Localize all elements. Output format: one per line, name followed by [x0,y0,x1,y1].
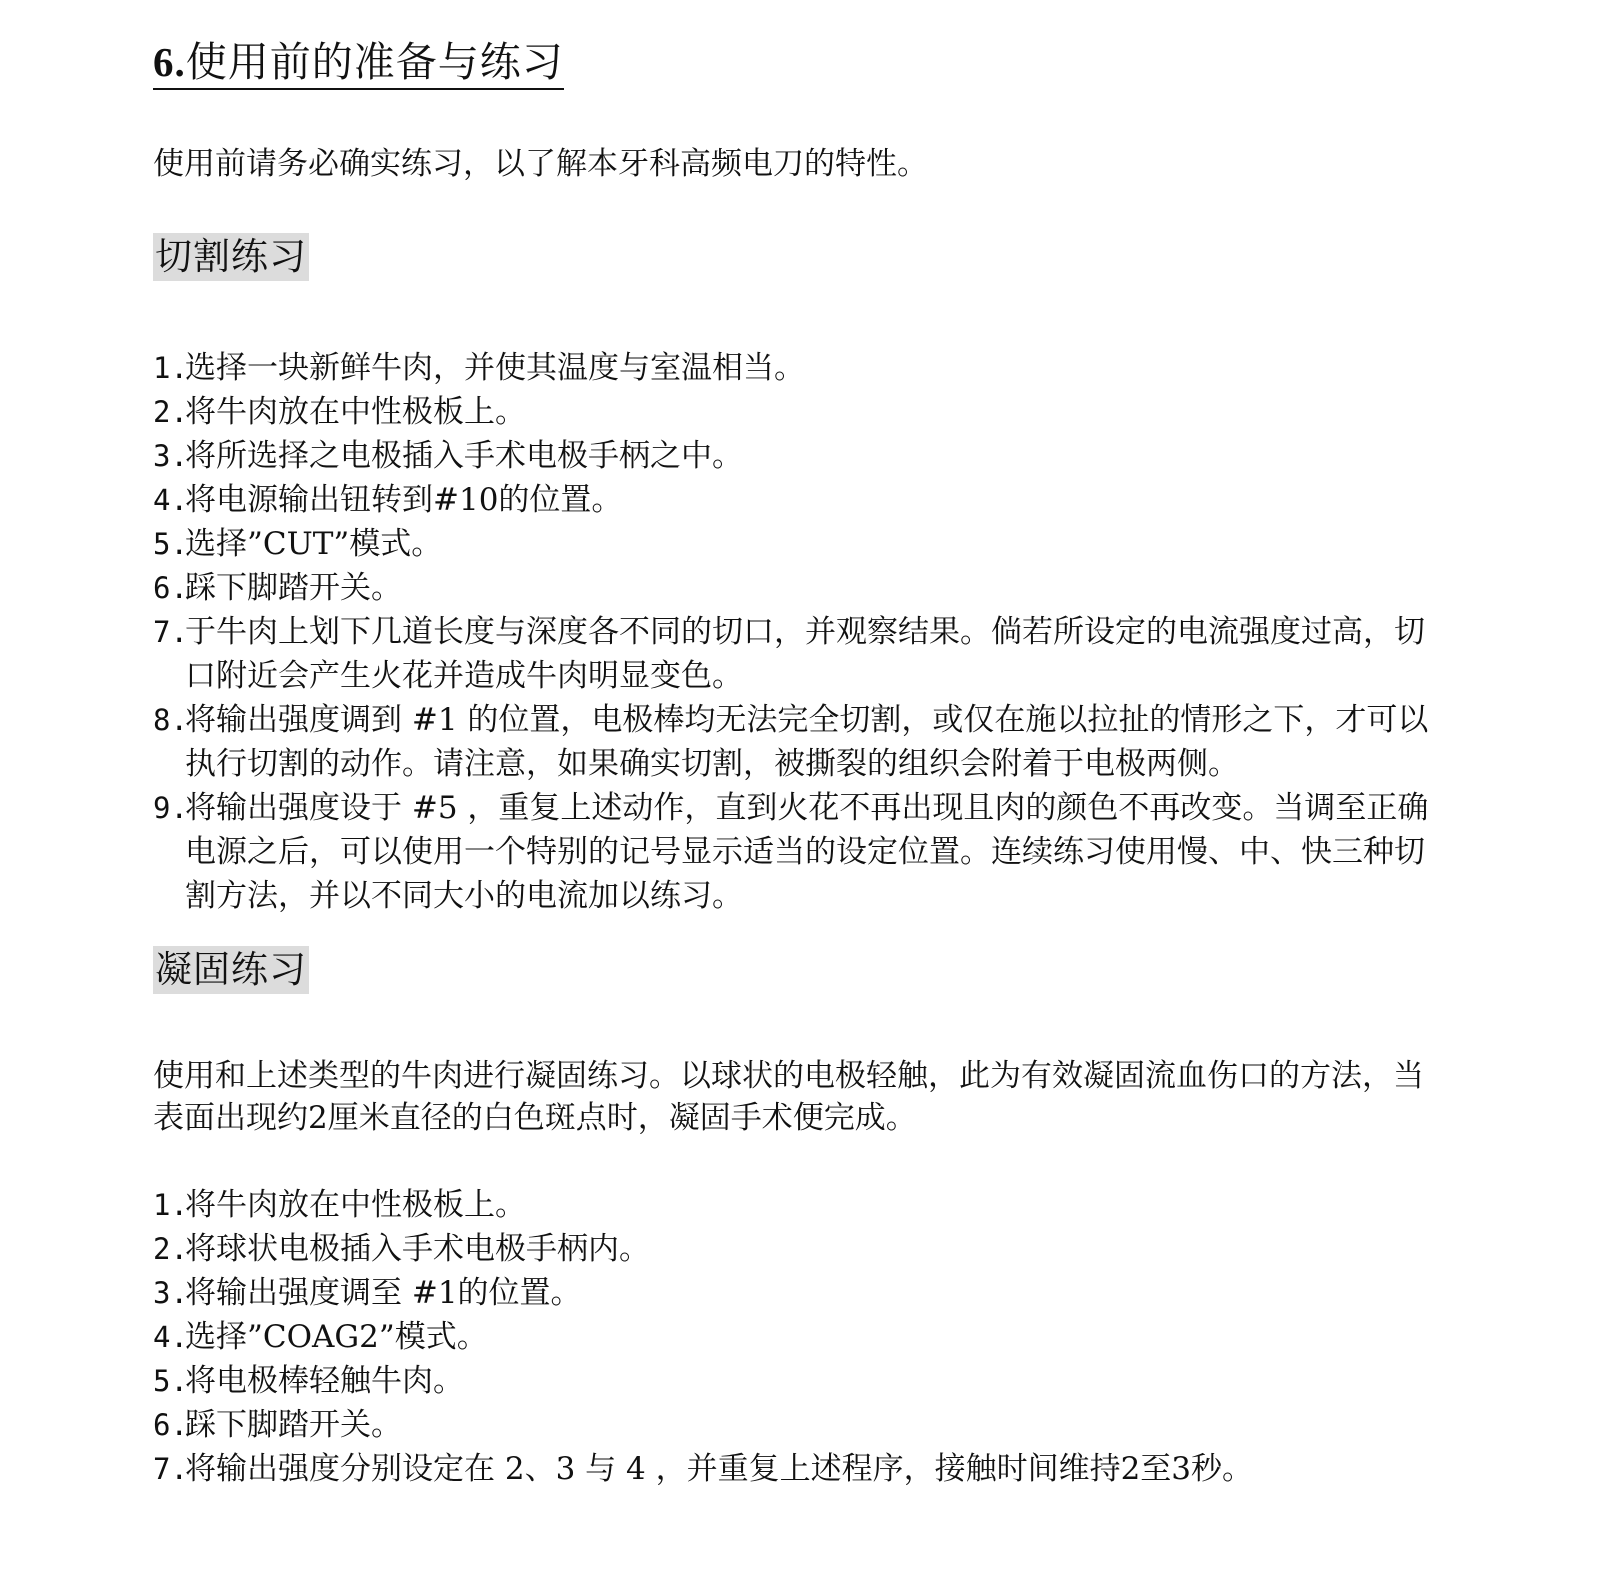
coag-intro-paragraph: 使用和上述类型的牛肉进行凝固练习。以球状的电极轻触，此为有效凝固流血伤口的方法，当表面出现约2厘米直径的白色斑点时，凝固手术便完成。 [153,1058,1424,1136]
list-item [153,566,1453,610]
item-text: 将电源输出钮转到#10的位置。 [185,482,623,518]
list-item [153,1403,1453,1447]
item-text: 将输出强度设于 #5 ，重复上述动作，直到火花不再出现且肉的颜色不再改变。当调至正确电源之后，可以使用一个特别的记号显示适当的设定位置。连续练习使用慢、中、快三种切割方法，并以不同大小的电流加以练习。 [185,790,1429,914]
coag-practice-list [153,1183,1453,1491]
item-number: 7. [153,1452,188,1486]
list-item [153,1359,1453,1403]
cut-practice-heading: 切割练习 [153,233,309,281]
list-item [153,610,1453,698]
item-number: 5. [153,527,188,561]
item-text: 选择一块新鲜牛肉，并使其温度与室温相当。 [185,350,805,386]
list-item [153,698,1453,786]
item-text: 踩下脚踏开关。 [185,1407,402,1443]
list-item [153,522,1453,566]
item-number: 7. [153,615,188,649]
item-number: 5. [153,1364,188,1398]
list-item [153,1271,1453,1315]
item-text: 于牛肉上划下几道长度与深度各不同的切口，并观察结果。倘若所设定的电流强度过高，切口附近会产生火花并造成牛肉明显变色。 [185,614,1425,694]
item-text: 将输出强度调至 #1的位置。 [185,1275,582,1311]
list-item [153,478,1453,522]
item-text: 将输出强度调到 #1 的位置，电极棒均无法完全切割，或仅在施以拉扯的情形之下，才可以执行切割的动作。请注意，如果确实切割，被撕裂的组织会附着于电极两侧。 [185,702,1429,782]
item-number: 9. [153,791,188,825]
list-item [153,1183,1453,1227]
item-text: 选择”COAG2”模式。 [185,1319,488,1355]
item-text: 将牛肉放在中性极板上。 [185,394,526,430]
item-text: 将所选择之电极插入手术电极手柄之中。 [185,438,743,474]
item-number: 8. [153,703,188,737]
item-text: 踩下脚踏开关。 [185,570,402,606]
list-item [153,1447,1453,1491]
list-item [153,390,1453,434]
item-text: 将球状电极插入手术电极手柄内。 [185,1231,650,1267]
item-number: 6. [153,571,188,605]
item-text: 将输出强度分别设定在 2、3 与 4 ，并重复上述程序，接触时间维持2至3秒。 [185,1451,1254,1487]
coag-practice-heading: 凝固练习 [153,946,309,994]
list-item [153,1227,1453,1271]
intro-paragraph: 使用前请务必确实练习，以了解本牙科高频电刀的特性。 [153,146,928,182]
title-number: 6. [153,39,186,85]
list-item [153,786,1453,918]
cut-practice-list [153,346,1453,918]
item-number: 1. [153,351,188,385]
item-text: 将牛肉放在中性极板上。 [185,1187,526,1223]
list-item [153,434,1453,478]
item-number: 2. [153,1232,188,1266]
item-number: 3. [153,439,188,473]
item-text: 选择”CUT”模式。 [185,526,443,562]
item-number: 3. [153,1276,188,1310]
item-number: 4. [153,1320,188,1354]
item-number: 4. [153,483,188,517]
item-number: 2. [153,395,188,429]
title-text: 使用前的准备与练习 [185,38,564,86]
item-number: 1. [153,1188,188,1222]
page-title [153,36,564,90]
list-item [153,346,1453,390]
item-text: 将电极棒轻触牛肉。 [185,1363,464,1399]
item-number: 6. [153,1408,188,1442]
list-item [153,1315,1453,1359]
